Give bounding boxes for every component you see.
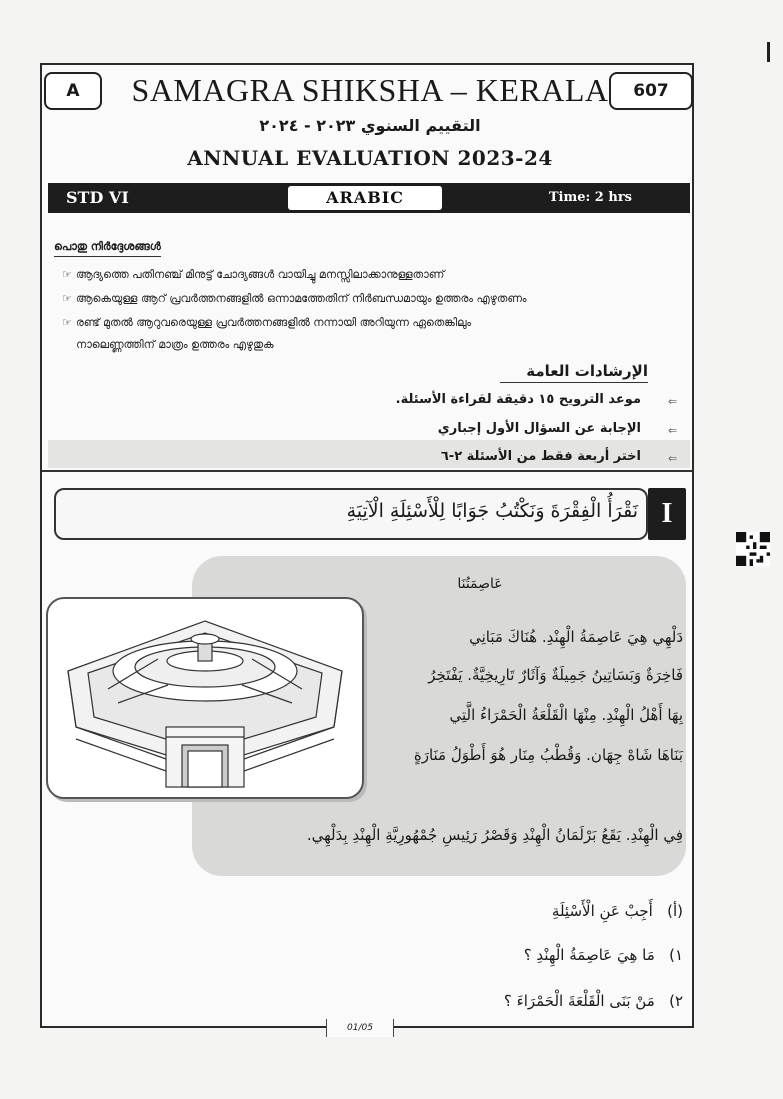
qr-code-icon <box>736 532 770 566</box>
question-instruction: نَقْرَأُ الْفِقْرَةَ وَنَكْتُبُ جَوَابًا لِلْأَسْئِلَةِ الْآتِيَةِ <box>346 500 638 522</box>
arabic-instruction-line: موعد الترويح ١٥ دقيقة لقراءة الأسئلة. <box>395 392 641 407</box>
arrow-icon: ⇐ <box>668 452 678 465</box>
paper-code: 607 <box>633 81 669 101</box>
arabic-instruction-line: الإجابة عن السؤال الأول إجباري <box>437 421 641 436</box>
question-item-text: مَنْ بَنَى الْقَلْعَةَ الْحَمْرَاءَ ؟ <box>503 992 655 1010</box>
passage-line: فَاخِرَةٌ وَبَسَاتِينُ جَمِيلَةٌ وَآثَارٌ تَارِيخِيَّةٌ. يَفْتَخِرُ <box>428 666 683 684</box>
subject-label: ARABIC <box>288 186 442 210</box>
question-item-number: ١) <box>669 946 683 964</box>
set-code: A <box>66 81 80 101</box>
instruction-text: ആദ്യത്തെ പതിനഞ്ച് മിനുട്ട് ചോദ്യങ്ങൾ വായിച്ചു മനസ്സിലാക്കാനുള്ളതാണ് <box>75 268 445 281</box>
page-title: SAMAGRA SHIKSHA – KERALA <box>131 72 609 108</box>
sub-question-instruction <box>552 902 683 920</box>
hand-pointer-icon: ☞ <box>62 268 72 281</box>
instruction-text: ആകെയുള്ള ആറ് പ്രവർത്തനങ്ങളിൽ ഒന്നാമത്തേതിന് നിർബന്ധമായും ഉത്തരം എഴുതണം <box>75 292 527 305</box>
sub-instruction: أَجِبْ عَنِ الْأَسْئِلَةِ <box>551 902 653 920</box>
passage-title: عَاصِمَتُنَا <box>457 576 503 592</box>
malayalam-instruction-line <box>76 338 274 352</box>
sub-label: (أ) <box>667 902 683 920</box>
hand-pointer-icon: ☞ <box>62 292 72 305</box>
question-item <box>524 946 683 964</box>
instruction-text: നാലെണ്ണത്തിന് മാത്രം ഉത്തരം എഴുതുക <box>76 338 274 351</box>
arabic-instructions-heading: الإرشادات العامة <box>500 362 648 383</box>
arrow-icon: ⇐ <box>668 424 678 437</box>
edge-mark <box>767 42 770 62</box>
passage-line: بِهَا أَهْلُ الْهِنْدِ. مِنْهَا الْقَلْعَةُ الْحَمْرَاءُ الَّتِي <box>449 706 683 724</box>
arabic-title: التقييم السنوي ٢٠٢٣ - ٢٠٢٤ <box>259 116 481 135</box>
malayalam-instruction-line <box>62 268 444 282</box>
passage-line: بَنَاهَا شَاهْ جِهَان. وَقُطْبُ مِنَار هُوَ أَطْوَلُ مَنَارَةٍ <box>413 746 683 764</box>
section-divider <box>42 470 692 472</box>
set-code-box <box>44 72 102 110</box>
malayalam-instruction-line <box>62 316 471 330</box>
info-bar <box>48 183 690 213</box>
time-label: Time: 2 hrs <box>548 190 632 205</box>
question-item-text: مَا هِيَ عَاصِمَةُ الْهِنْدِ ؟ <box>523 946 655 964</box>
instruction-text: രണ്ട് മുതൽ ആറുവരെയുള്ള പ്രവർത്തനങ്ങളിൽ നന്നായി അറിയുന്ന ഏതെങ്കിലും <box>75 316 472 329</box>
question-number: I <box>648 488 686 540</box>
question-item <box>504 992 683 1010</box>
malayalam-instruction-line <box>62 292 527 306</box>
paper-code-box <box>609 72 693 110</box>
std-label: STD VI <box>66 188 129 207</box>
page-number: 01/05 <box>326 1019 394 1037</box>
hand-pointer-icon: ☞ <box>62 316 72 329</box>
parliament-illustration <box>48 599 362 797</box>
exam-title: ANNUAL EVALUATION 2023-24 <box>187 146 553 170</box>
passage-line: دَلْهِي هِيَ عَاصِمَةُ الْهِنْدِ. هُنَاكَ مَبَانِي <box>469 628 683 646</box>
arrow-icon: ⇐ <box>668 395 678 408</box>
passage-line: فِي الْهِنْدِ. يَقَعُ بَرْلَمَانُ الْهِنْدِ وَقَصْرُ رَئِيسِ جُمْهُورِيَّةِ الْهِنْدِ بِدَلْهِي. <box>306 826 683 844</box>
malayalam-instructions-heading: പൊതു നിർദ്ദേശങ്ങൾ <box>54 240 161 257</box>
parliament-building-icon <box>46 597 364 799</box>
arabic-instruction-line: اختر أربعة فقط من الأسئلة ٢-٦ <box>440 449 641 464</box>
question-item-number: ٢) <box>669 992 683 1010</box>
